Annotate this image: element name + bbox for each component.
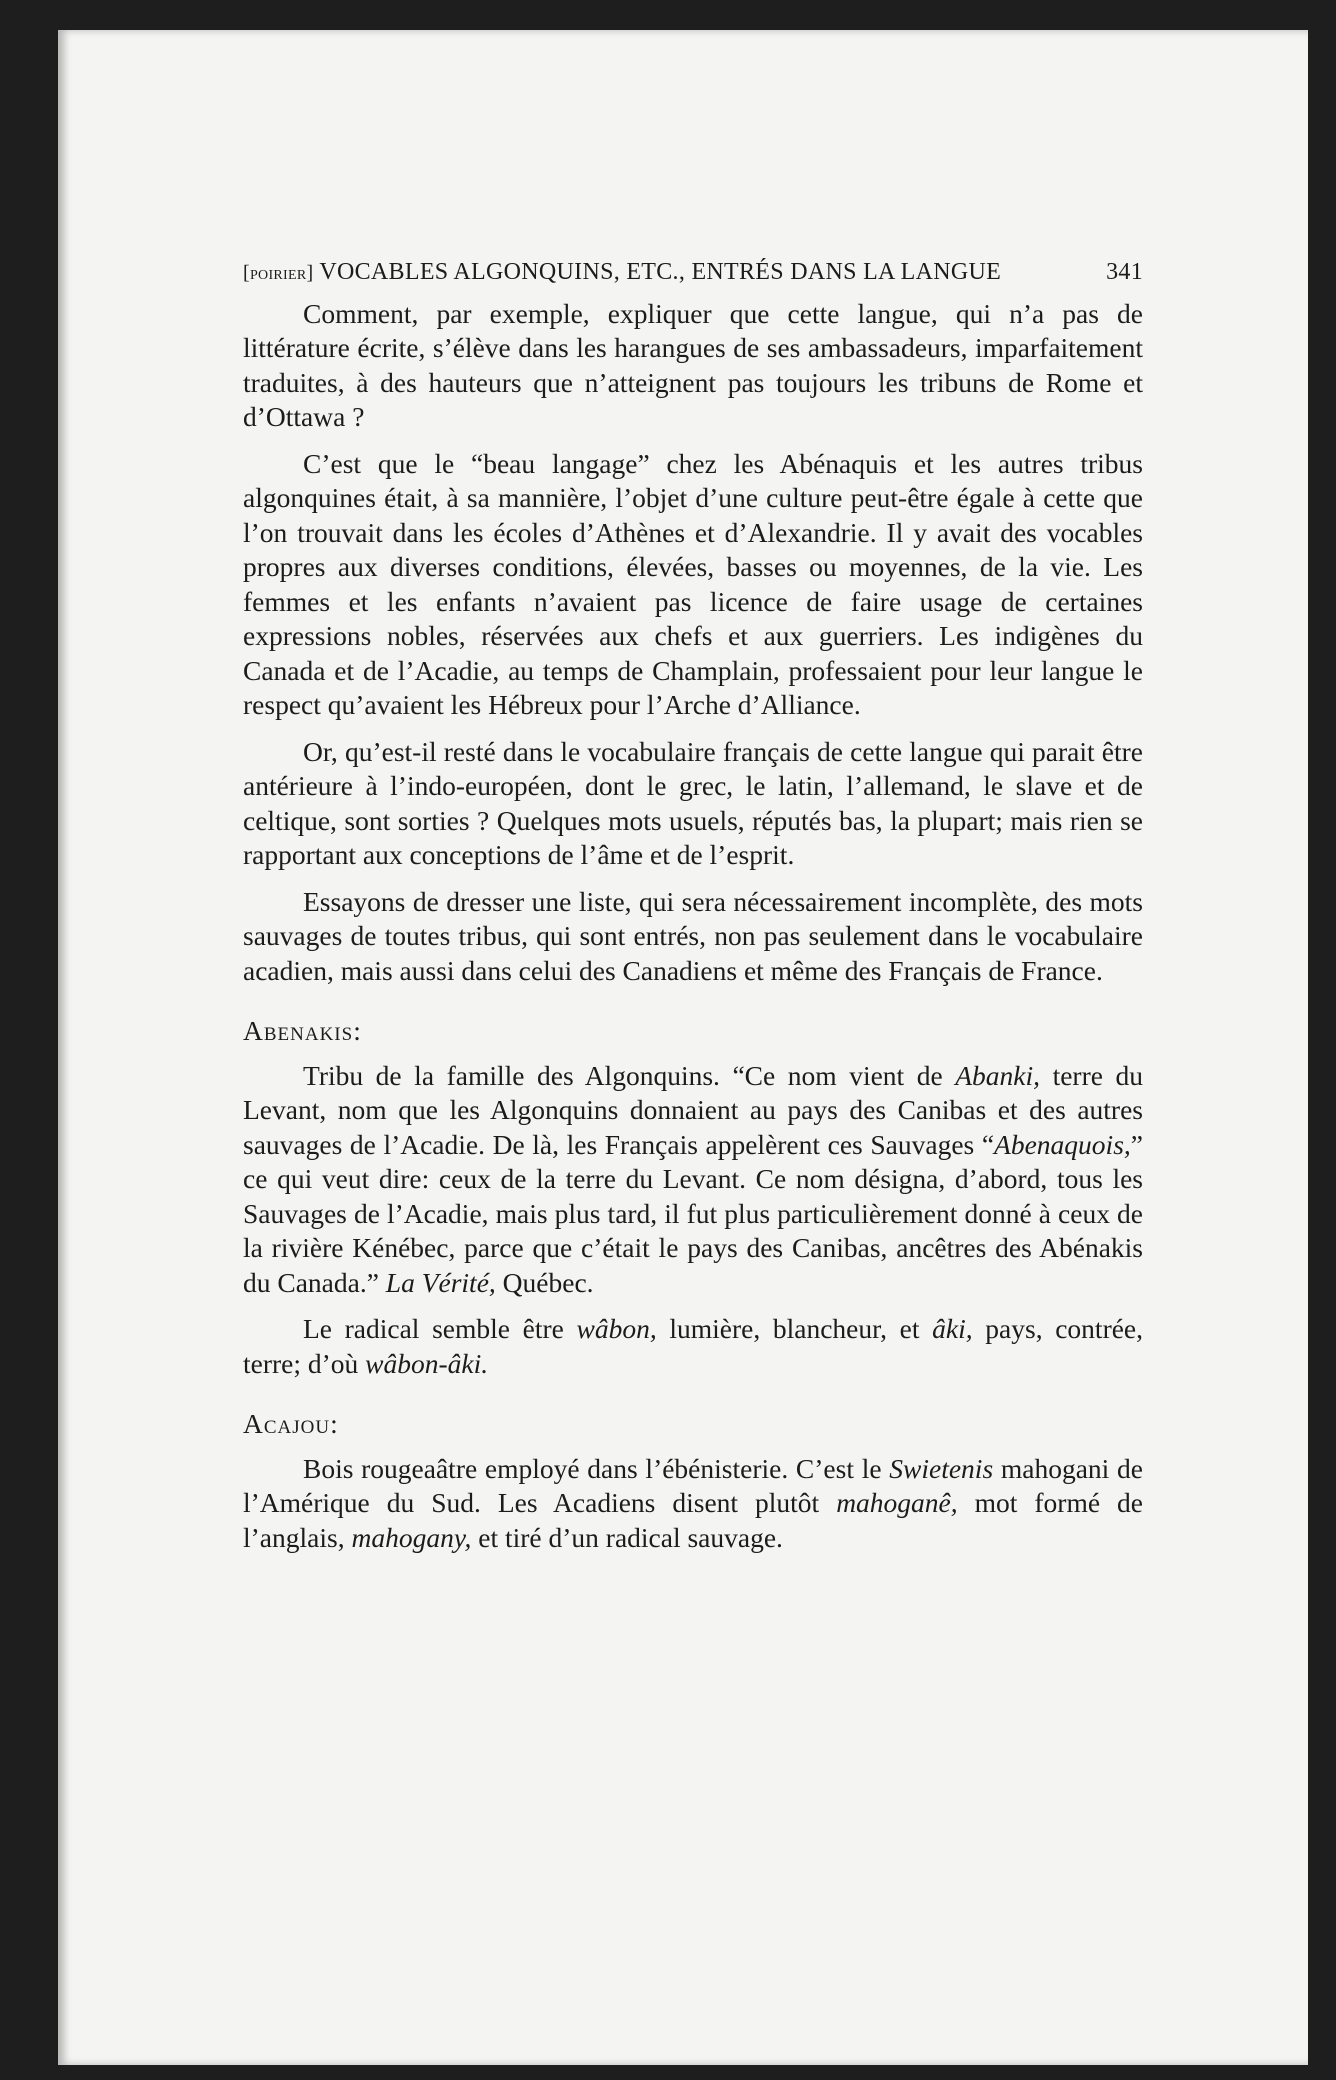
italic-term: âki, (932, 1313, 973, 1344)
italic-term: wâbon-âki. (365, 1347, 489, 1379)
italic-term: Abenaquois, (994, 1128, 1131, 1160)
page-number: 341 (1106, 259, 1143, 285)
text-run: lumière, blancheur, et (656, 1313, 933, 1344)
italic-term: Swietenis (889, 1452, 994, 1484)
paragraph: C’est que le “beau langage” chez les Abénaquis et les autres tribus algonquines était, à sa mannière, l’objet d’une culture peut-être égale à cette que l’on trouvait dans les écoles d’Athènes et d’Alexandrie. Il y avait des vocables propres aux diverses conditions, élevées, basses ou moyennes, de la vie. Les femmes et les enfants n’avaient pas licence de faire usage de certaines expressions nobles, réservées aux chefs et aux guerriers. Les indigènes du Canada et de l’Acadie, au temps de Champlain, professaient pour leur langue le respect qu’avaient les Hébreux pour l’Arche d’Alliance. (243, 447, 1143, 720)
entry-heading-abenakis: Abenakis: (243, 1015, 362, 1046)
text-run: mot formé de l’anglais, (243, 1487, 1143, 1553)
book-page (58, 30, 1308, 2065)
header-title: VOCABLES ALGONQUINS, ETC., ENTRÉS DANS LA LANGUE (319, 259, 1002, 285)
page-text (243, 255, 1143, 1567)
running-title (243, 255, 1001, 291)
text-run: pays, contrée, terre; d’où (243, 1313, 1144, 1379)
italic-term: La Vérité, (385, 1266, 496, 1298)
entry-paragraph (243, 1452, 1143, 1556)
paragraph: Or, qu’est-il resté dans le vocabulaire français de cette langue qui parait être antérieure à l’indo-européen, dont le grec, le latin, l’allemand, le slave et de celtique, sont sorties ? Quelques mots usuels, réputés bas, la plupart; mais rien se rapportant aux conceptions de l’âme et de l’esprit. (243, 735, 1143, 870)
text-run: Tribu de la famille des Algonquins. “Ce nom vient de (303, 1059, 956, 1091)
italic-term: Abanki, (955, 1059, 1041, 1091)
italic-term: wâbon, (576, 1313, 657, 1344)
text-run: Québec. (495, 1266, 594, 1298)
paragraph: Comment, par exemple, expliquer que cette langue, qui n’a pas de littérature écrite, s’élève dans les harangues de ses ambassadeurs, imparfaitement traduites, à des hauteurs que n’atteignent pas toujours les tribuns de Rome et d’Ottawa ? (243, 297, 1143, 432)
entry-paragraph (243, 1059, 1143, 1301)
italic-term: mahoganê, (836, 1487, 958, 1518)
entry-heading-acajou: Acajou: (243, 1408, 339, 1439)
italic-term: mahogany, (351, 1521, 472, 1553)
text-run: Bois rougeaâtre employé dans l’ébénisterie. C’est le (303, 1452, 890, 1484)
running-header (243, 255, 1143, 291)
text-run: terre du Levant, nom que les Algonquins donnaient au pays des Canibas et des autres sauvages de l’Acadie. De là, les Français appelèrent ces Sauvages “ (243, 1059, 1143, 1160)
entry-paragraph (243, 1312, 1143, 1381)
text-run: et tiré d’un radical sauvage. (471, 1521, 783, 1553)
text-run: ” ce qui veut dire: ceux de la terre du Levant. Ce nom désigna, d’abord, tous les Sauvages de l’Acadie, mais plus tard, il fut plus particulièrement donné à ceux de la rivière Kénébec, parce que c’était le pays des Canibas, ancêtres des Abénakis du Canada.” (243, 1128, 1143, 1298)
header-author: [poirier] (243, 262, 314, 284)
text-run: mahogani de l’Amérique du Sud. Les Acadiens disent plutôt (243, 1452, 1143, 1518)
text-run: Le radical semble être (303, 1313, 577, 1344)
paragraph: Essayons de dresser une liste, qui sera nécessairement incomplète, des mots sauvages de toutes tribus, qui sont entrés, non pas seulement dans le vocabulaire acadien, mais aussi dans celui des Canadiens et même des Français de France. (243, 885, 1143, 986)
